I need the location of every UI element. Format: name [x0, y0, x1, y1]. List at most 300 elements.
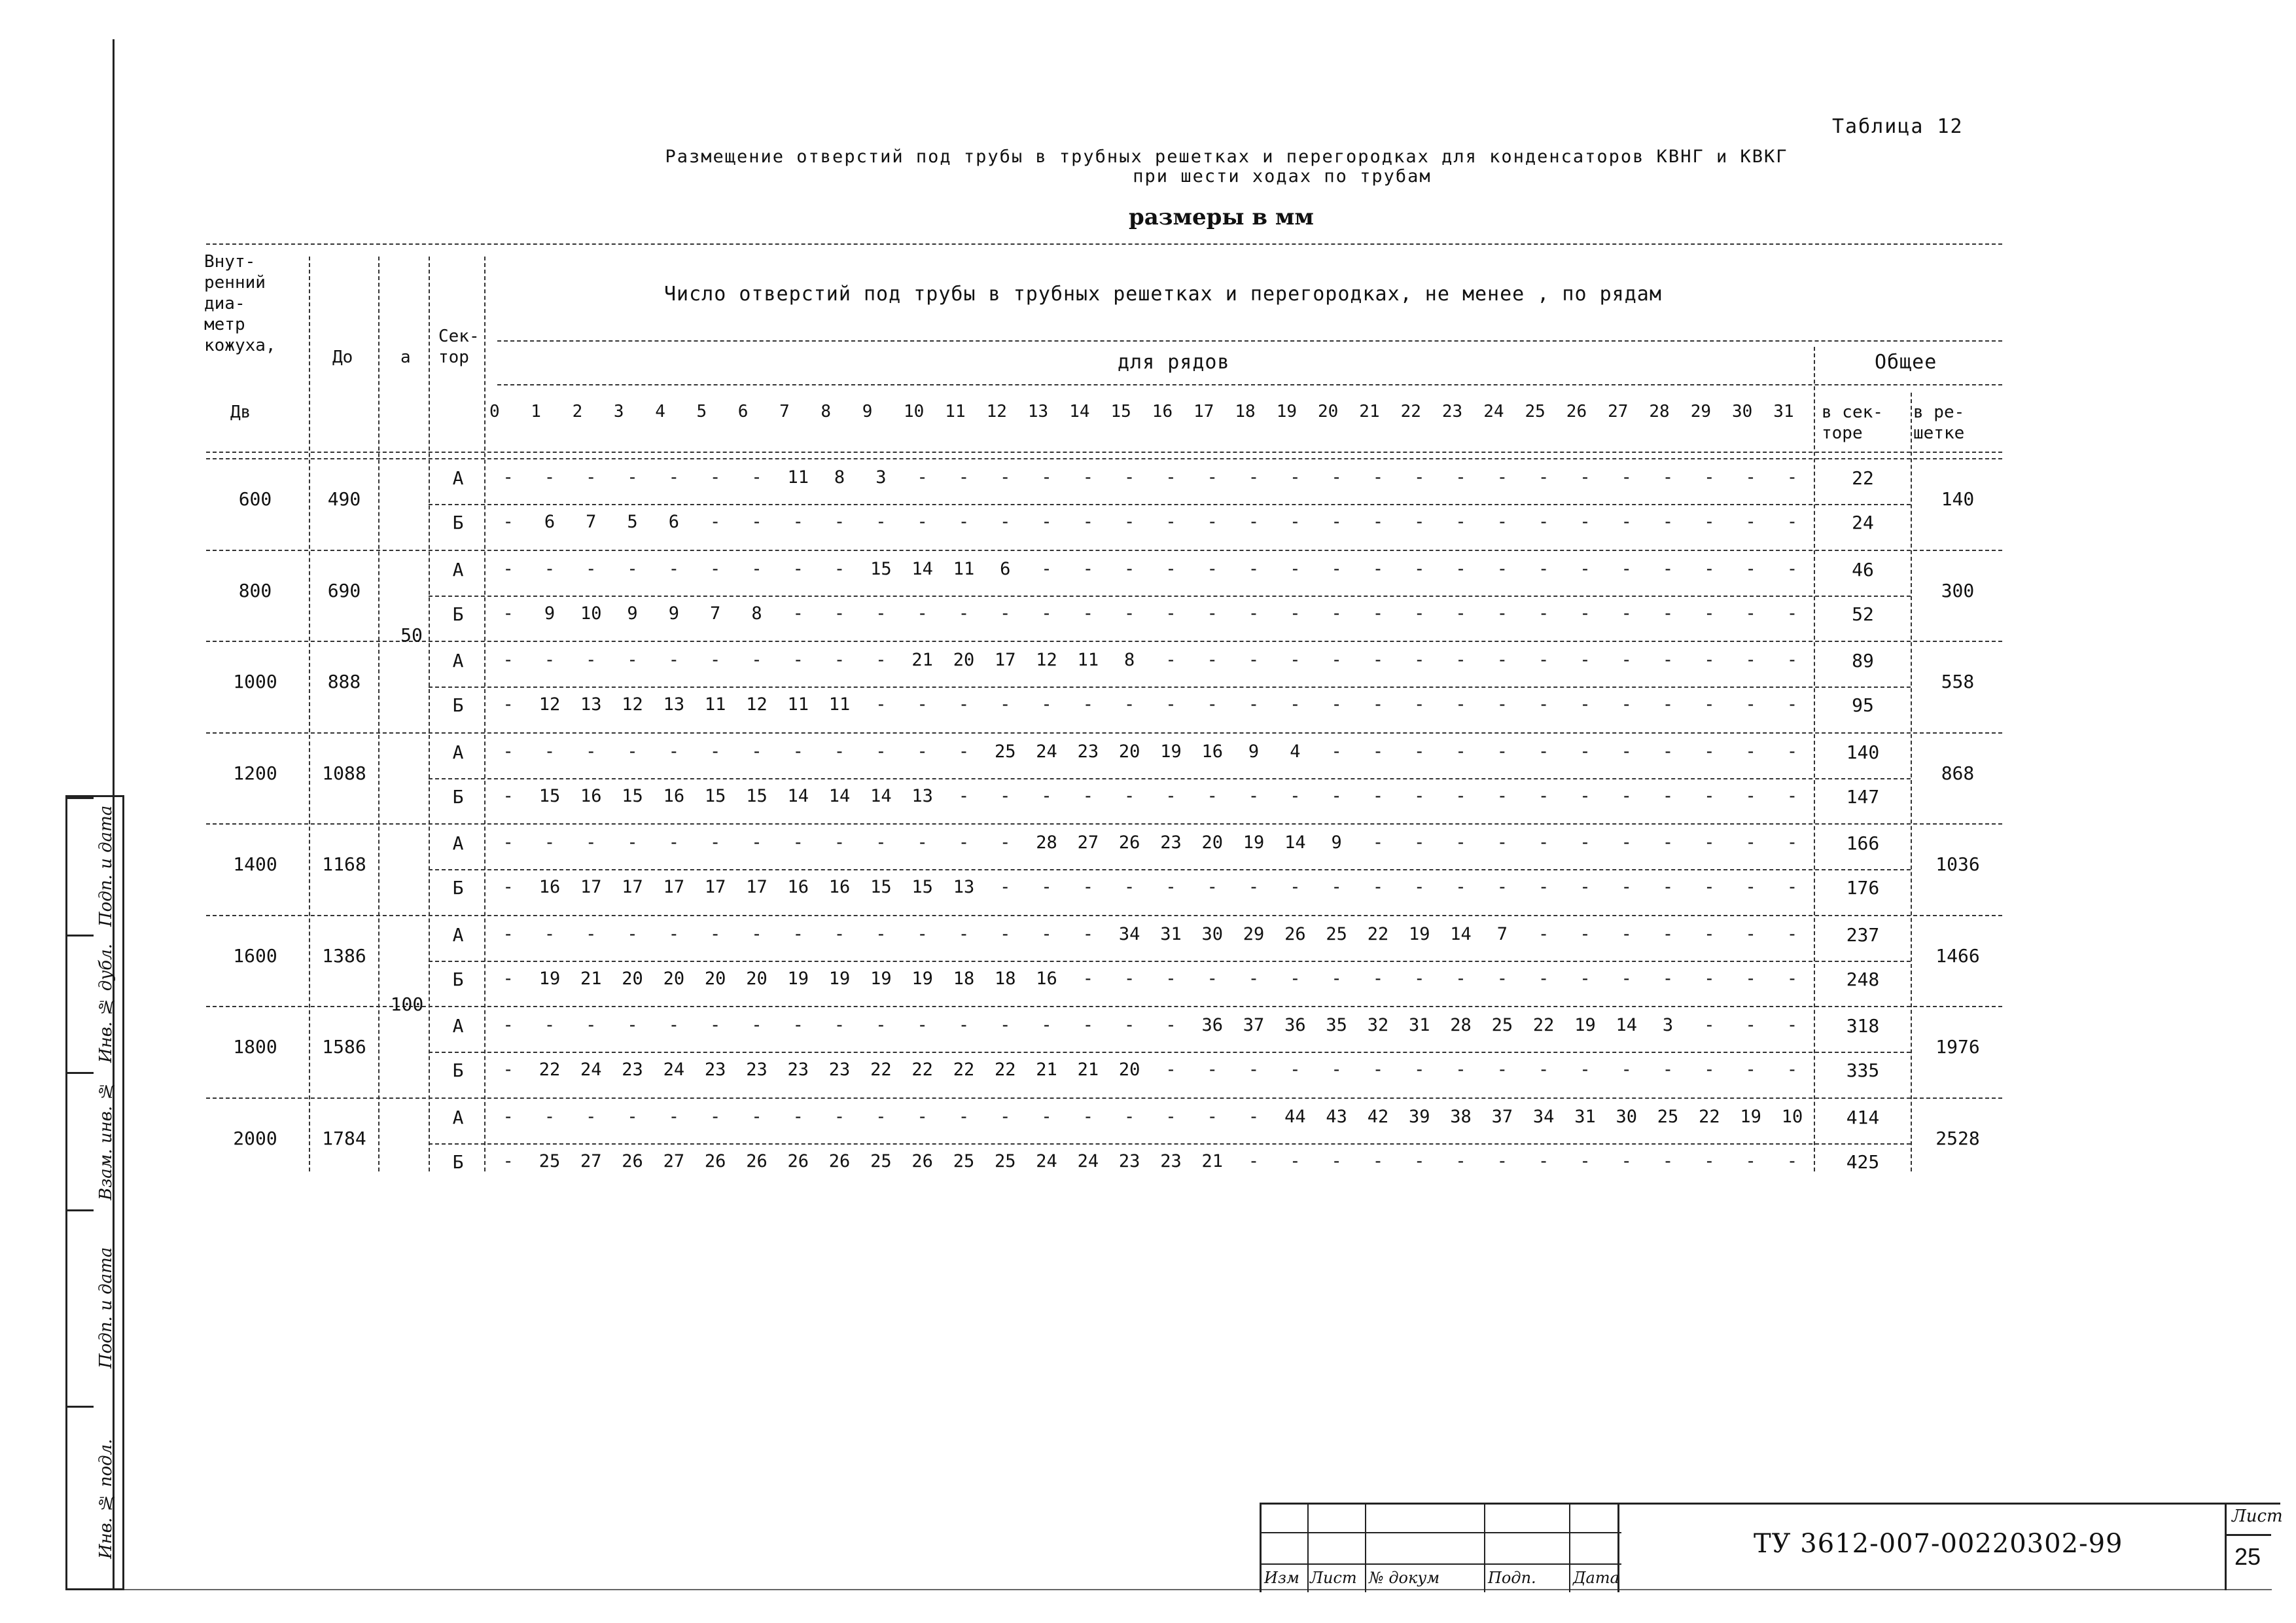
hole-count-cell: -	[1290, 1150, 1301, 1171]
hole-count-cell: 15	[539, 785, 561, 806]
hole-count-cell: 28	[1450, 1015, 1472, 1035]
hole-count-cell: -	[1165, 877, 1176, 897]
sector-total: 52	[1852, 603, 1874, 625]
hole-count-cell: 16	[787, 877, 809, 897]
hole-count-cell: -	[1207, 694, 1218, 715]
hole-count-cell: -	[1704, 877, 1715, 897]
hole-count-cell: 20	[1201, 832, 1223, 853]
hole-count-cell: 9	[544, 603, 556, 624]
hole-count-cell: -	[1745, 1015, 1756, 1035]
row-number: 4	[655, 402, 665, 421]
hole-count-cell: -	[1704, 512, 1715, 532]
sep-da	[309, 257, 310, 1171]
hole-count-cell: -	[1331, 512, 1342, 532]
hole-count-cell: -	[917, 603, 928, 624]
hole-count-cell: -	[1290, 785, 1301, 806]
row-number: 14	[1069, 402, 1090, 421]
hole-count-cell: -	[1496, 694, 1508, 715]
sector-rule	[429, 1143, 1911, 1145]
hole-count-cell: -	[503, 968, 514, 989]
hole-count-cell: -	[503, 558, 514, 579]
inner-diameter-value: 2000	[233, 1127, 277, 1149]
hole-count-cell: -	[875, 650, 887, 670]
hole-count-cell: -	[958, 741, 970, 762]
units-caption: размеры в мм	[1129, 204, 1314, 230]
hole-count-cell: -	[668, 467, 679, 488]
hole-count-cell: -	[1621, 512, 1632, 532]
sector-rule	[429, 1052, 1911, 1053]
hole-count-cell: -	[1580, 877, 1591, 897]
hole-count-cell: 24	[1036, 1150, 1057, 1171]
group-rule	[206, 550, 2002, 551]
hole-count-cell: -	[1165, 1060, 1176, 1080]
hole-count-cell: 26	[1118, 832, 1140, 853]
hole-count-cell: -	[1745, 512, 1756, 532]
hole-count-cell: 25	[1491, 1015, 1513, 1035]
hole-count-cell: -	[1000, 832, 1011, 853]
hole-count-cell: -	[1662, 923, 1674, 944]
sector-b: Б	[452, 877, 464, 899]
sector-total: 147	[1846, 785, 1880, 808]
hole-count-cell: -	[1496, 650, 1508, 670]
hole-count-cell: -	[1455, 1150, 1466, 1171]
hole-count-cell: 24	[1077, 1150, 1099, 1171]
hole-count-cell: -	[544, 650, 556, 670]
do-value: 690	[327, 579, 361, 601]
hole-count-cell: -	[503, 694, 514, 715]
hole-count-cell: -	[1331, 694, 1342, 715]
holes-caption: Число отверстий под трубы в трубных решетках и перегородках, не менее , по рядам	[664, 283, 1662, 306]
hole-count-cell: -	[1331, 467, 1342, 488]
hole-count-cell: -	[751, 1106, 762, 1127]
row-number: 2	[572, 402, 583, 421]
hole-count-cell: -	[1745, 832, 1756, 853]
hole-count-cell: -	[1124, 1106, 1135, 1127]
hole-count-cell: -	[1082, 558, 1093, 579]
inner-diameter-value: 1400	[233, 853, 277, 875]
stamp-label-date: Дата	[1573, 1569, 1619, 1587]
caption-rule	[497, 340, 2002, 342]
hole-count-cell: -	[875, 603, 887, 624]
hole-count-cell: -	[1786, 1015, 1798, 1035]
hole-count-cell: -	[1414, 694, 1425, 715]
hole-count-cell: 15	[911, 877, 933, 897]
hole-count-cell: 23	[1160, 1150, 1182, 1171]
hole-count-cell: -	[1455, 558, 1466, 579]
hole-count-cell: -	[1414, 650, 1425, 670]
hole-count-cell: -	[1745, 1060, 1756, 1080]
hole-count-cell: -	[503, 1015, 514, 1035]
hole-count-cell: -	[1290, 694, 1301, 715]
hole-count-cell: -	[1414, 832, 1425, 853]
hole-count-cell: -	[1786, 832, 1798, 853]
hole-count-cell: -	[586, 650, 597, 670]
hole-count-cell: 19	[911, 968, 933, 989]
hole-count-cell: 17	[704, 877, 726, 897]
hole-count-cell: 22	[1699, 1106, 1720, 1127]
hole-count-cell: 24	[1036, 741, 1057, 762]
inner-diameter-value: 1800	[233, 1036, 277, 1058]
hole-count-cell: -	[1704, 832, 1715, 853]
hole-count-cell: 17	[994, 650, 1016, 670]
hole-count-cell: 11	[704, 694, 726, 715]
hole-count-cell: -	[1414, 785, 1425, 806]
hole-count-cell: -	[1662, 832, 1674, 853]
sector-b: Б	[452, 1060, 464, 1081]
hole-count-cell: -	[627, 741, 638, 762]
row-number: 31	[1773, 402, 1794, 421]
do-value: 1088	[322, 762, 366, 784]
hole-count-cell: 20	[704, 968, 726, 989]
grid-total: 1036	[1935, 853, 1980, 875]
hole-count-cell: 37	[1243, 1015, 1265, 1035]
hole-count-cell: -	[710, 558, 721, 579]
sector-total: 89	[1852, 650, 1874, 671]
grid-total: 300	[1941, 579, 1975, 601]
inner-diameter-value: 1600	[233, 944, 277, 967]
hole-count-cell: 19	[539, 968, 561, 989]
hole-count-cell: -	[1082, 785, 1093, 806]
hole-count-cell: -	[1082, 923, 1093, 944]
hole-count-cell: -	[1414, 1060, 1425, 1080]
hole-count-cell: 3	[875, 467, 887, 488]
hole-count-cell: -	[1538, 1060, 1549, 1080]
hole-count-cell: -	[751, 467, 762, 488]
hole-count-cell: -	[1662, 1150, 1674, 1171]
hole-count-cell: -	[1745, 968, 1756, 989]
row-number: 18	[1235, 402, 1256, 421]
hole-count-cell: 27	[663, 1150, 685, 1171]
hole-count-cell: -	[834, 558, 845, 579]
hole-count-cell: -	[503, 1150, 514, 1171]
hole-count-cell: -	[751, 512, 762, 532]
hole-count-cell: 17	[746, 877, 768, 897]
hole-count-cell: -	[1538, 650, 1549, 670]
hole-count-cell: -	[503, 832, 514, 853]
hole-count-cell: 16	[1036, 968, 1057, 989]
hole-count-cell: -	[1621, 741, 1632, 762]
hole-count-cell: 23	[622, 1060, 643, 1080]
hole-count-cell: -	[1621, 877, 1632, 897]
hole-count-cell: 20	[1118, 741, 1140, 762]
row-number: 0	[489, 402, 500, 421]
hole-count-cell: 17	[663, 877, 685, 897]
hole-count-cell: -	[1704, 650, 1715, 670]
title-block-grid	[1260, 1505, 1619, 1592]
hole-count-cell: 16	[539, 877, 561, 897]
strip-label-inv: Инв. № подл.	[96, 1438, 116, 1560]
sector-rule	[429, 687, 1911, 688]
hole-count-cell: -	[1414, 512, 1425, 532]
hole-count-cell: -	[1580, 558, 1591, 579]
hole-count-cell: -	[1455, 968, 1466, 989]
hole-count-cell: -	[1455, 603, 1466, 624]
row-number: 21	[1359, 402, 1380, 421]
hole-count-cell: -	[1290, 558, 1301, 579]
hole-count-cell: -	[1000, 512, 1011, 532]
sector-rule	[429, 778, 1911, 779]
group-rule	[206, 1006, 2002, 1007]
hole-count-cell: -	[586, 558, 597, 579]
hole-count-cell: 39	[1408, 1106, 1430, 1127]
hole-count-cell: -	[1580, 603, 1591, 624]
hole-count-cell: 21	[1201, 1150, 1223, 1171]
document-code: ТУ 3612-007-00220302-99	[1754, 1529, 2123, 1559]
hole-count-cell: -	[1372, 512, 1384, 532]
grid-total: 558	[1941, 671, 1975, 692]
hole-count-cell: -	[627, 650, 638, 670]
hole-count-cell: 7	[586, 512, 597, 532]
col-do-label: До	[332, 348, 353, 367]
hole-count-cell: -	[627, 558, 638, 579]
group-rule	[206, 458, 2002, 459]
hole-count-cell: -	[917, 694, 928, 715]
hole-count-cell: -	[1580, 832, 1591, 853]
hole-count-cell: -	[1455, 467, 1466, 488]
subcaption-rule	[497, 384, 2002, 385]
hole-count-cell: -	[1496, 1060, 1508, 1080]
row-number: 17	[1193, 402, 1214, 421]
hole-count-cell: -	[1124, 877, 1135, 897]
hole-count-cell: -	[1207, 1060, 1218, 1080]
inner-diameter-value: 600	[238, 488, 272, 510]
hole-count-cell: -	[1248, 558, 1260, 579]
hole-count-cell: 13	[580, 694, 602, 715]
hole-count-cell: -	[1745, 785, 1756, 806]
group-rule	[206, 823, 2002, 825]
hole-count-cell: -	[586, 832, 597, 853]
hole-count-cell: -	[792, 923, 804, 944]
hole-count-cell: -	[1580, 467, 1591, 488]
hole-count-cell: -	[710, 650, 721, 670]
sector-total: 46	[1852, 558, 1874, 580]
hole-count-cell: 34	[1532, 1106, 1555, 1127]
hole-count-cell: -	[710, 512, 721, 532]
hole-count-cell: -	[1414, 603, 1425, 624]
hole-count-cell: -	[792, 741, 804, 762]
do-value: 1784	[322, 1127, 366, 1149]
hole-count-cell: -	[1000, 1106, 1011, 1127]
hole-count-cell: -	[1745, 650, 1756, 670]
hole-count-cell: -	[958, 512, 970, 532]
sector-total: 95	[1852, 694, 1874, 716]
hole-count-cell: 25	[1657, 1106, 1679, 1127]
hole-count-cell: 15	[746, 785, 768, 806]
hole-count-cell: -	[1124, 968, 1135, 989]
hole-count-cell: 22	[953, 1060, 975, 1080]
row-number: 23	[1441, 402, 1463, 421]
hole-count-cell: 9	[1248, 741, 1260, 762]
hole-count-cell: -	[1745, 1150, 1756, 1171]
strip-label-dupl: Инв. № дубл.	[96, 944, 116, 1063]
hole-count-cell: -	[792, 832, 804, 853]
sector-a: А	[452, 558, 464, 580]
hole-count-cell: 19	[787, 968, 809, 989]
hole-count-cell: -	[710, 923, 721, 944]
hole-count-cell: 15	[870, 558, 892, 579]
hole-count-cell: -	[834, 741, 845, 762]
hole-count-cell: -	[1041, 558, 1052, 579]
hole-count-cell: -	[1372, 877, 1384, 897]
hole-count-cell: -	[875, 1015, 887, 1035]
hole-count-cell: 9	[668, 603, 679, 624]
hole-count-cell: 16	[663, 785, 685, 806]
hole-count-cell: -	[917, 1106, 928, 1127]
hole-count-cell: -	[503, 650, 514, 670]
hole-count-cell: -	[1082, 467, 1093, 488]
hole-count-cell: -	[1165, 603, 1176, 624]
hole-count-cell: -	[1000, 467, 1011, 488]
strip-label-replace: Взам. инв. №	[96, 1080, 116, 1201]
hole-count-cell: 19	[870, 968, 892, 989]
hole-count-cell: 30	[1201, 923, 1223, 944]
row-number: 30	[1732, 402, 1753, 421]
hole-count-cell: -	[1662, 877, 1674, 897]
hole-count-cell: 20	[1118, 1060, 1140, 1080]
hole-count-cell: -	[1165, 1106, 1176, 1127]
hole-count-cell: -	[834, 512, 845, 532]
hole-count-cell: -	[1496, 741, 1508, 762]
group-rule	[206, 732, 2002, 734]
hole-count-cell: -	[668, 558, 679, 579]
hole-count-cell: -	[1538, 832, 1549, 853]
hole-count-cell: -	[751, 923, 762, 944]
hole-count-cell: -	[1000, 1015, 1011, 1035]
hole-count-cell: 25	[994, 741, 1016, 762]
row-number: 24	[1483, 402, 1504, 421]
hole-count-cell: -	[1786, 785, 1798, 806]
hole-count-cell: 26	[622, 1150, 643, 1171]
hole-count-cell: -	[1455, 877, 1466, 897]
sector-rule	[429, 869, 1911, 870]
hole-count-cell: 23	[704, 1060, 726, 1080]
sector-total: 22	[1852, 467, 1874, 489]
hole-count-cell: -	[1082, 603, 1093, 624]
hole-count-cell: -	[1496, 467, 1508, 488]
hole-count-cell: -	[1455, 1060, 1466, 1080]
hole-count-cell: 14	[1616, 1015, 1637, 1035]
hole-count-cell: -	[544, 832, 556, 853]
hole-count-cell: -	[1248, 1150, 1260, 1171]
hole-count-cell: -	[1621, 558, 1632, 579]
hole-count-cell: -	[1704, 694, 1715, 715]
hole-count-cell: -	[1041, 512, 1052, 532]
hole-count-cell: -	[1496, 877, 1508, 897]
hole-count-cell: -	[834, 1015, 845, 1035]
hole-count-cell: -	[1662, 694, 1674, 715]
hole-count-cell: -	[1000, 694, 1011, 715]
hole-count-cell: -	[1538, 877, 1549, 897]
hole-count-cell: -	[1745, 877, 1756, 897]
hole-count-cell: -	[586, 923, 597, 944]
hole-count-cell: -	[1538, 603, 1549, 624]
row-number: 15	[1110, 402, 1131, 421]
hole-count-cell: 16	[1201, 741, 1223, 762]
hole-count-cell: 26	[911, 1150, 933, 1171]
hole-count-cell: 20	[663, 968, 685, 989]
hole-count-cell: -	[1621, 650, 1632, 670]
hole-count-cell: -	[1414, 877, 1425, 897]
sector-total: 24	[1852, 512, 1874, 533]
hole-count-cell: -	[1124, 694, 1135, 715]
hole-count-cell: -	[1372, 467, 1384, 488]
hole-count-cell: -	[1124, 467, 1135, 488]
hole-count-cell: -	[1082, 694, 1093, 715]
hole-count-cell: -	[1496, 968, 1508, 989]
hole-count-cell: 21	[1077, 1060, 1099, 1080]
hole-count-cell: -	[1207, 512, 1218, 532]
hole-count-cell: 11	[787, 694, 809, 715]
grid-total: 140	[1941, 488, 1975, 510]
sector-a: А	[452, 832, 464, 854]
hole-count-cell: -	[1248, 694, 1260, 715]
hole-count-cell: -	[1372, 968, 1384, 989]
row-number: 12	[986, 402, 1007, 421]
hole-count-cell: -	[1165, 694, 1176, 715]
hole-count-cell: -	[1124, 603, 1135, 624]
hole-count-cell: -	[834, 603, 845, 624]
hole-count-cell: 20	[746, 968, 768, 989]
inner-diameter-value: 1200	[233, 762, 277, 784]
hole-count-cell: 12	[1036, 650, 1057, 670]
hole-count-cell: -	[1621, 923, 1632, 944]
hole-count-cell: 11	[828, 694, 851, 715]
hole-count-cell: 26	[704, 1150, 726, 1171]
hole-count-cell: -	[1580, 923, 1591, 944]
do-value: 1386	[322, 944, 366, 967]
sheet-number: 25	[2234, 1543, 2261, 1570]
hole-count-cell: -	[1290, 467, 1301, 488]
sector-total: 166	[1846, 832, 1880, 854]
hole-count-cell: 35	[1326, 1015, 1347, 1035]
hole-count-cell: -	[958, 785, 970, 806]
hole-count-cell: 25	[953, 1150, 975, 1171]
hole-count-cell: -	[1786, 558, 1798, 579]
hole-count-cell: 15	[704, 785, 726, 806]
sector-b: Б	[452, 968, 464, 990]
sector-total: 425	[1846, 1150, 1880, 1173]
hole-count-cell: -	[917, 832, 928, 853]
sector-a: А	[452, 923, 464, 946]
binding-strip	[65, 795, 124, 1590]
hole-count-cell: 19	[1408, 923, 1430, 944]
hole-count-cell: -	[627, 1106, 638, 1127]
hole-count-cell: 30	[1616, 1106, 1637, 1127]
row-number: 13	[1027, 402, 1049, 421]
group-rule	[206, 915, 2002, 916]
hole-count-cell: -	[1290, 512, 1301, 532]
hole-count-cell: -	[1331, 877, 1342, 897]
hole-count-cell: 22	[870, 1060, 892, 1080]
hole-count-cell: -	[1786, 467, 1798, 488]
hole-count-cell: 44	[1284, 1106, 1306, 1127]
hole-count-cell: -	[792, 650, 804, 670]
do-value: 888	[327, 671, 361, 692]
hole-count-cell: -	[751, 558, 762, 579]
hole-count-cell: -	[1082, 512, 1093, 532]
hole-count-cell: -	[1207, 785, 1218, 806]
hole-count-cell: -	[958, 923, 970, 944]
hole-count-cell: 26	[828, 1150, 851, 1171]
hole-count-cell: -	[1455, 785, 1466, 806]
hole-count-cell: 6	[668, 512, 679, 532]
hole-count-cell: 21	[580, 968, 602, 989]
hole-count-cell: -	[751, 650, 762, 670]
hole-count-cell: -	[1538, 923, 1549, 944]
col-sector-label: Сек- тор	[438, 327, 480, 367]
total-sector-label: в сек- торе	[1822, 402, 1883, 443]
hole-count-cell: -	[1290, 968, 1301, 989]
